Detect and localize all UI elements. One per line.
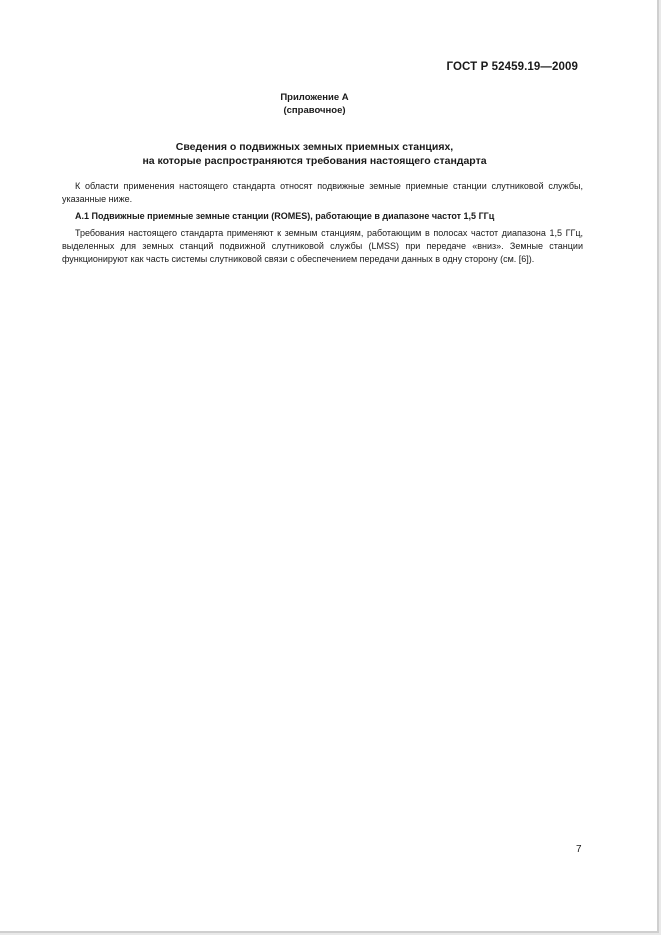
- intro-paragraph-text: К области применения настоящего стандарта относят подвижные земные приемные станции слутниковой службы, указанные ниже.: [62, 181, 583, 204]
- page-number: 7: [576, 844, 582, 855]
- appendix-label: Приложение А: [280, 92, 349, 103]
- appendix-title-line-1: Сведения о подвижных земных приемных станциях,: [175, 141, 454, 153]
- appendix-title: [0, 140, 629, 168]
- section-a1-paragraph: [62, 227, 583, 266]
- appendix-title-line-2: на которые распространяются требования настоящего стандарта: [142, 155, 487, 167]
- appendix-heading: [0, 91, 629, 117]
- standard-code: ГОСТ Р 52459.19—2009: [446, 61, 578, 73]
- intro-paragraph: [62, 180, 583, 206]
- appendix-status: (справочное): [283, 105, 346, 116]
- section-a1-paragraph-text: Требования настоящего стандарта применяют к земным станциям, работающим в полосах частот диапазона 1,5 ГГц, выделенных для земных станций подвижной слутниковой службы (LMSS) при передаче «вниз». Земные станции функционируют как часть системы слутниковой связи с обеспечением передачи данных в одну сторону (см. [6]).: [62, 228, 583, 264]
- section-a1-heading: А.1 Подвижные приемные земные станции (ROMES), работающие в диапазоне частот 1,5 ГГц: [75, 211, 495, 221]
